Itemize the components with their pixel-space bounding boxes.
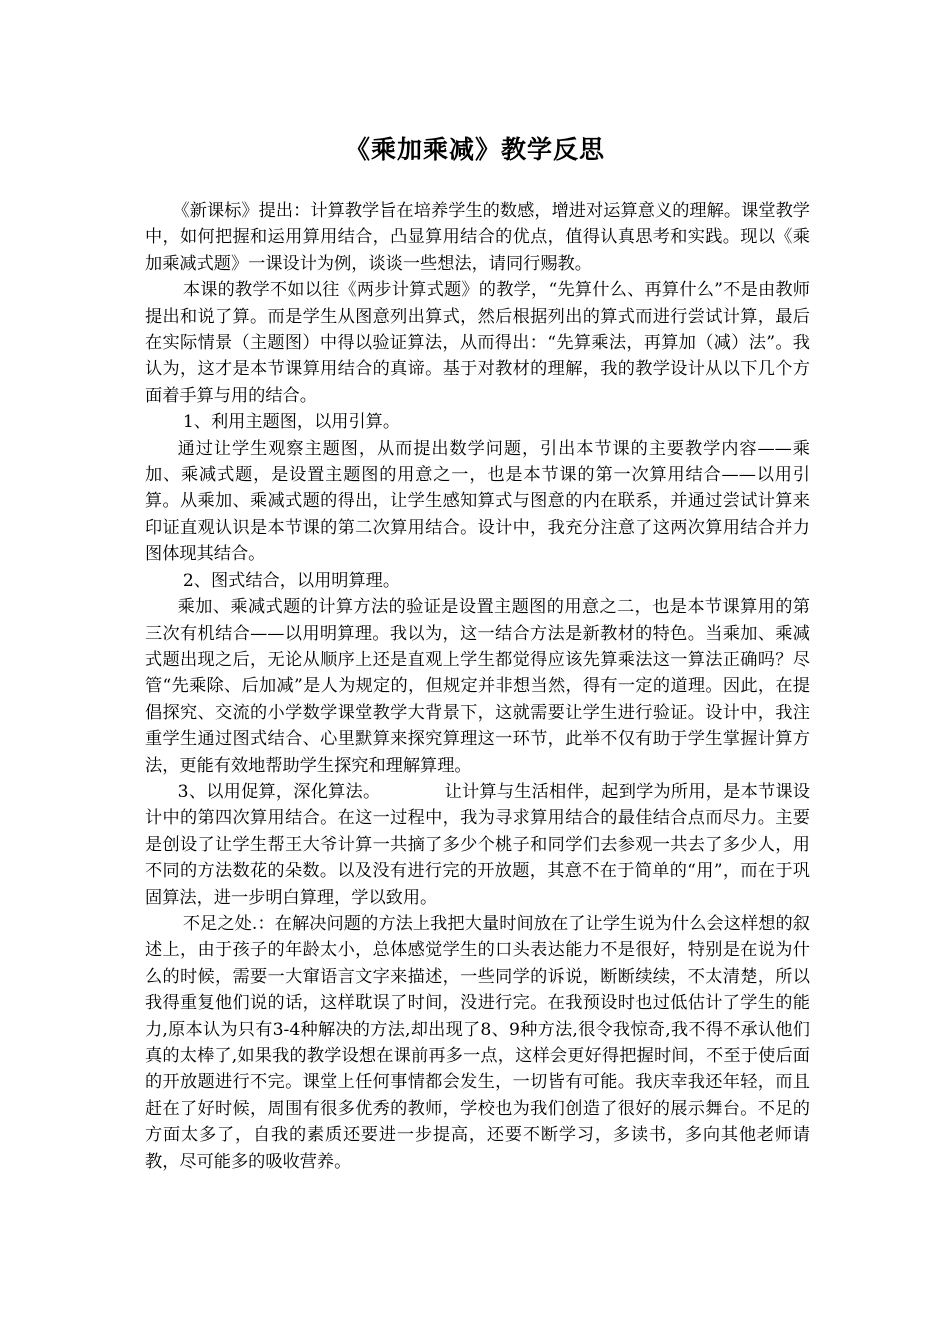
paragraph-section-1: 通过让学生观察主题图，从而提出数学问题，引出本节课的主要教学内容——乘加、乘减式题，是设置主题图的用意之一，也是本节课的第一次算用结合——以用引算。从乘加、乘减式题的得出，让学生感知算式与图意的内在联系，并通过尝试计算来印证直观认识是本节课的第二次算用结合。设计中，我充分注意了这两次算用结合并力图体现其结合。	[145, 438, 810, 565]
section-heading-1: 1、利用主题图，以用引算。	[182, 412, 401, 433]
paragraph-intro: 《新课标》提出：计算教学旨在培养学生的数感，增进对运算意义的理解。课堂教学中，如何把握和运用算用结合，凸显算用结合的优点，值得认真思考和实践。现以《乘加乘减式题》一课设计为例，谈谈一些想法，请同行赐教。	[145, 201, 810, 274]
paragraph-section-2: 乘加、乘减式题的计算方法的验证是设置主题图的用意之二，也是本节课算用的第三次有机结合——以用明算理。我以为，这一结合方法是新教材的特色。当乘加、乘减式题出现之后，无论从顺序上还是直观上学生都觉得应该先算乘法这一算法正确吗？尽管“先乘除、后加减”是人为规定的，但规定并非想当然，得有一定的道理。因此，在提倡探究、交流的小学数学课堂教学大背景下，这就需要让学生进行验证。设计中，我注重学生通过图式结合、心里默算来探究算理这一环节，此举不仅有助于学生掌握计算方法，更能有效地帮助学生探究和理解算理。	[145, 597, 810, 776]
document-body	[145, 198, 810, 1175]
section-heading-2: 2、图式结合，以用明算理。	[182, 570, 401, 591]
paragraph-shortcomings: 不足之处.：在解决问题的方法上我把大量时间放在了让学生说为什么会这样想的叙述上，由于孩子的年龄太小，总体感觉学生的口头表达能力不是很好，特别是在说为什么的时候，需要一大窜语言文字来描述，一些同学的诉说，断断续续，不太清楚，所以我得重复他们说的话，这样耽误了时间，没进行完。在我预设时也过低估计了学生的能力,原本认为只有3-4种解决的方法,却出现了8、9种方法,很令我惊奇,我不得不承认他们真的太棒了,如果我的教学设想在课前再多一点，这样会更好得把握时间，不至于使后面的开放题进行不完。课堂上任何事情都会发生，一切皆有可能。我庆幸我还年轻，而且赶在了好时候，周围有很多优秀的教师，学校也为我们创造了很好的展示舞台。不足的方面太多了，自我的素质还要进一步提高，还要不断学习，多读书，多向其他老师请教，尽可能多的吸收营养。	[145, 913, 810, 1172]
section-heading-3: 3、以用促算，深化算法。	[177, 781, 381, 802]
paragraph-lesson-design: 本课的教学不如以往《两步计算式题》的教学，“先算什么、再算什么”不是由教师提出和说了算。而是学生从图意列出算式，然后根据列出的算式而进行尝试计算，最后在实际情景（主题图）中得以验证算法，从而得出：“先算乘法，再算加（减）法”。我认为，这才是本节课算用结合的真谛。基于对教材的理解，我的教学设计从以下几个方面着手算与用的结合。	[145, 280, 810, 406]
document-title: 《乘加乘减》教学反思	[344, 135, 605, 164]
paragraph-section-3-text: 让计算与生活相伴，起到学为所用，是本节课设计中的第四次算用结合。在这一过程中，我为寻求算用结合的最佳结合点而尽力。主要是创设了让学生帮王大爷计算一共摘了多少个桃子和同学们去参观一共去了多少人，用不同的方法数花的朵数。以及没有进行完的开放题，其意不在于简单的“用”，而在于巩固算法，进一步明白算理，学以致用。	[145, 781, 810, 908]
paragraph-section-3	[145, 779, 810, 911]
